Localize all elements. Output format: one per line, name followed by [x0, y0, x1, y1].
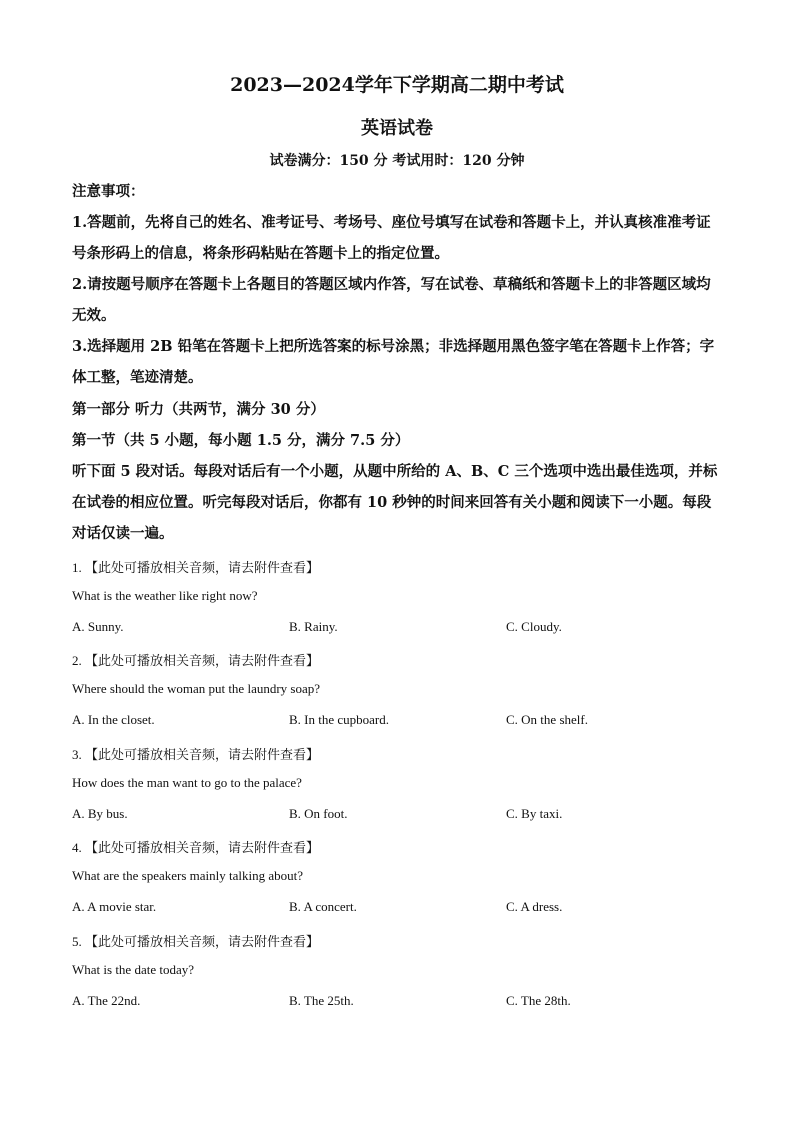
- option-c: C. On the shelf.: [506, 712, 588, 727]
- option-a: A. The 22nd.: [72, 993, 141, 1008]
- audio-placeholder[interactable]: 1. 【此处可播放相关音频，请去附件查看】: [72, 560, 320, 575]
- option-b: B. The 25th.: [289, 993, 354, 1008]
- option-c: C. The 28th.: [506, 993, 571, 1008]
- option-a: A. By bus.: [72, 806, 128, 821]
- option-b: B. On foot.: [289, 806, 348, 821]
- option-b: B. In the cupboard.: [289, 712, 390, 727]
- option-c: C. By taxi.: [506, 806, 563, 821]
- option-a: A. Sunny.: [72, 619, 124, 634]
- question-stem: What is the weather like right now?: [72, 588, 258, 603]
- option-c: C. A dress.: [506, 899, 563, 914]
- question-stem: How does the man want to go to the palace?: [72, 775, 302, 790]
- question-stem: Where should the woman put the laundry soap?: [72, 681, 321, 696]
- part1-title: 第一部分 听力（共两节，满分 30 分）: [72, 401, 325, 418]
- section1-title: 第一节（共 5 小题，每小题 1.5 分，满分 7.5 分）: [72, 432, 410, 449]
- notice-heading: 注意事项：: [72, 183, 145, 200]
- notice-section: [72, 176, 722, 393]
- notice-item-1: 1.答题前，先将自己的姓名、准考证号、考场号、座位号填写在试卷和答题卡上，并认真核准准考证号条形码上的信息，将条形码粘贴在答题卡上的指定位置。: [72, 214, 711, 262]
- option-a: A. A movie star.: [72, 899, 157, 914]
- option-b: B. Rainy.: [289, 619, 338, 634]
- option-c: C. Cloudy.: [506, 619, 562, 634]
- part1-section: [72, 394, 722, 549]
- question-stem: What are the speakers mainly talking about?: [72, 868, 304, 883]
- exam-info: 试卷满分：150 分 考试用时：120 分钟: [269, 153, 525, 169]
- section1-instructions: 听下面 5 段对话。每段对话后有一个小题，从题中所给的 A、B、C 三个选项中选出最佳选项，并标在试卷的相应位置。听完每段对话后，你都有 10 秒钟的时间来回答有关小题和阅读下一小题。每段对话仅读一遍。: [72, 463, 718, 542]
- exam-title: 2023—2024学年下学期高二期中考试: [230, 74, 564, 96]
- exam-subtitle: 英语试卷: [361, 118, 433, 139]
- audio-placeholder[interactable]: 4. 【此处可播放相关音频，请去附件查看】: [72, 840, 320, 855]
- audio-placeholder[interactable]: 2. 【此处可播放相关音频，请去附件查看】: [72, 653, 320, 668]
- notice-item-3: 3.选择题用 2B 铅笔在答题卡上把所选答案的标号涂黑；非选择题用黑色签字笔在答题卡上作答；字体工整，笔迹清楚。: [72, 338, 715, 386]
- notice-item-2: 2.请按题号顺序在答题卡上各题目的答题区域内作答，写在试卷、草稿纸和答题卡上的非答题区域均无效。: [72, 276, 711, 324]
- audio-placeholder[interactable]: 5. 【此处可播放相关音频，请去附件查看】: [72, 934, 320, 949]
- option-b: B. A concert.: [289, 899, 357, 914]
- audio-placeholder[interactable]: 3. 【此处可播放相关音频，请去附件查看】: [72, 747, 320, 762]
- option-a: A. In the closet.: [72, 712, 155, 727]
- question-stem: What is the date today?: [72, 962, 195, 977]
